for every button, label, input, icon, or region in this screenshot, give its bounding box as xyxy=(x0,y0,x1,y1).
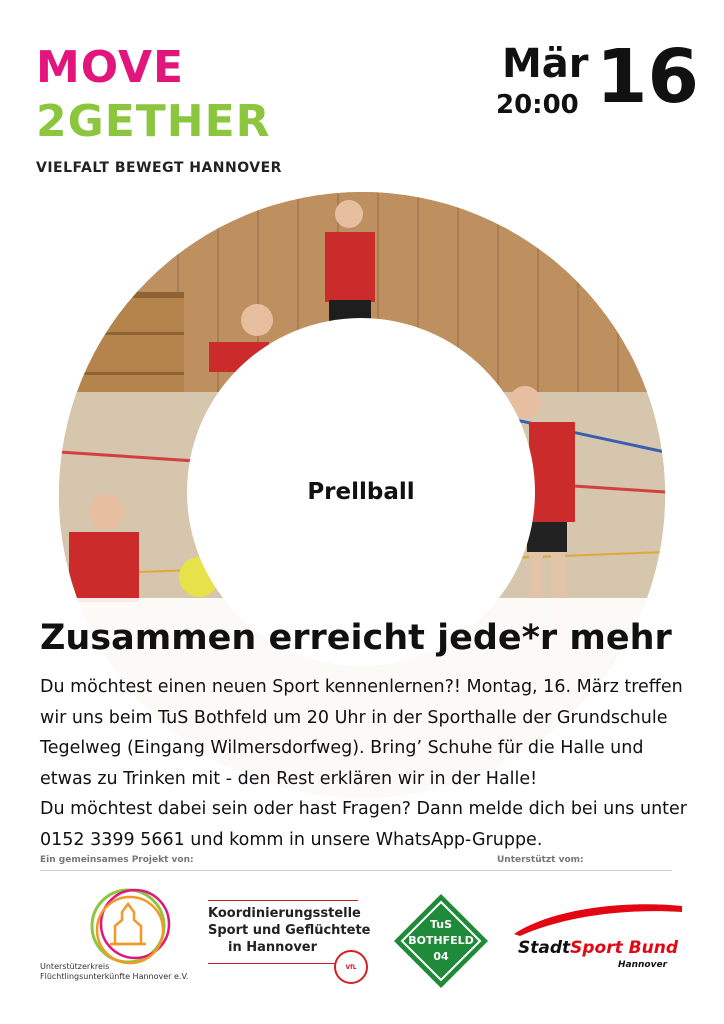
body-paragraph-1: Du möchtest einen neuen Sport kennenlernen?! Montag, 16. März treffen wir uns beim TuS Bothfeld um 20 Uhr in der Sporthalle der Grundschule Tegelweg (Eingang Wilmersdorfweg). Bring’ Schuhe für die Halle und etwas zu Trinken mit - den Rest erklären wir in der Halle! xyxy=(40,677,683,789)
stadtsportbund-name xyxy=(518,938,678,958)
ssb-name-part2: Sport Bund xyxy=(570,938,678,958)
logo-tagline: VIELFALT BEWEGT HANNOVER xyxy=(36,160,282,176)
event-month: Mär xyxy=(502,41,589,87)
event-time: 20:00 xyxy=(496,90,579,120)
tus-bothfeld-logo xyxy=(392,892,490,990)
ufk-name-line2: Flüchtlingsunterkünfte Hannover e.V. xyxy=(40,972,189,981)
koord-line-1: Koordinierungsstelle xyxy=(208,906,361,921)
tus-line-1: TuS xyxy=(429,918,453,931)
logo-move-text: MOVE xyxy=(36,42,185,93)
tus-diamond-icon xyxy=(392,892,490,990)
tus-line-2: BOTHFELD xyxy=(408,934,474,947)
ufk-name xyxy=(40,962,188,982)
ufk-name-line1: Unterstützerkreis xyxy=(40,962,110,971)
supported-label: Unterstützt vom: xyxy=(497,855,584,865)
footer-divider xyxy=(40,870,672,871)
partners-label: Ein gemeinsames Projekt von: xyxy=(40,855,194,865)
sport-name: Prellball xyxy=(307,479,415,505)
vfl-badge: VfL xyxy=(334,950,368,984)
ssb-name-part1: Stadt xyxy=(518,938,571,958)
swoosh-icon xyxy=(510,900,686,940)
ufk-emblem-icon xyxy=(40,886,200,966)
event-day: 16 xyxy=(596,34,699,120)
tus-line-3: 04 xyxy=(433,950,449,963)
headline: Zusammen erreicht jede*r mehr xyxy=(40,618,672,658)
body-paragraph-2: Du möchtest dabei sein oder hast Fragen? Dann melde dich bei uns unter 0152 3399 5661 und komm in unsere WhatsApp-Gruppe. xyxy=(40,799,687,850)
koord-rule-bottom xyxy=(208,963,338,964)
koord-line-2: Sport und Geflüchtete xyxy=(208,923,371,938)
body-text xyxy=(40,672,700,855)
koord-line-3: in Hannover xyxy=(228,940,318,955)
logo-2gether-text: 2GETHER xyxy=(36,96,271,147)
stadtsportbund-city: Hannover xyxy=(618,960,668,970)
